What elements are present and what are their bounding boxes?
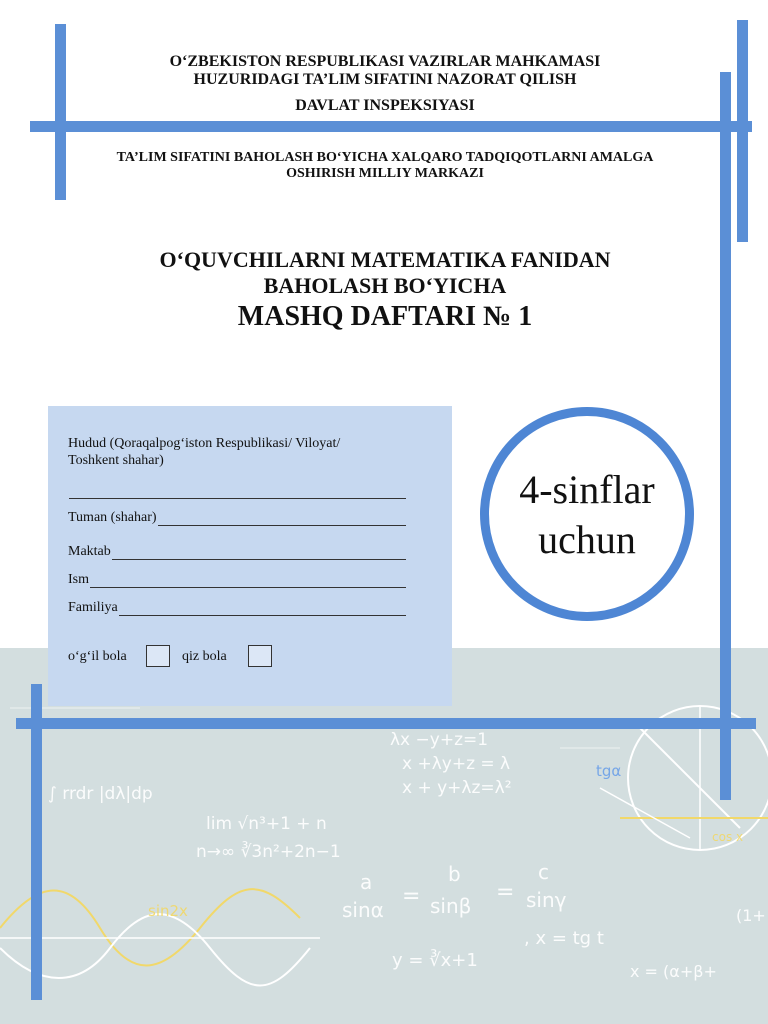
institution-line-3: DAVLAT INSPEKSIYASI bbox=[295, 96, 475, 114]
institution-line-2: HUZURIDAGI TA’LIM SIFATINI NAZORAT QILISH bbox=[193, 70, 577, 88]
district-field[interactable] bbox=[68, 510, 406, 526]
formula-sine-alpha: sinα bbox=[342, 898, 384, 922]
student-info-form bbox=[48, 406, 452, 706]
formula-equals-1: = bbox=[402, 884, 421, 909]
institution-header bbox=[60, 53, 710, 115]
grade-badge-line-2: uchun bbox=[538, 517, 636, 562]
formula-equals-2: = bbox=[496, 880, 515, 905]
girl-label: qiz bola bbox=[182, 649, 227, 664]
district-label: Tuman (shahar) bbox=[68, 510, 157, 525]
formula-integral: ∫ rrdr |dλ|dp bbox=[48, 784, 153, 804]
surname-field[interactable] bbox=[68, 600, 406, 616]
formula-sine-c: c bbox=[538, 860, 549, 884]
girl-checkbox[interactable] bbox=[248, 645, 272, 667]
formula-cosx: cos x bbox=[712, 830, 744, 844]
center-line-2: OSHIRISH MILLIY MARKAZI bbox=[286, 165, 484, 181]
formula-tg: , x = tg t bbox=[524, 928, 604, 949]
formula-sine-b: b bbox=[448, 862, 461, 886]
document-title bbox=[60, 247, 710, 333]
frame-bar-top-horizontal bbox=[30, 121, 752, 132]
region-label bbox=[68, 436, 340, 470]
frame-bar-top-right-vertical bbox=[737, 20, 748, 242]
title-line-2: BAHOLASH BO‘YICHA bbox=[263, 273, 507, 299]
formula-limit-bottom: n→∞ ∛3n²+2n−1 bbox=[196, 842, 341, 862]
region-field[interactable] bbox=[68, 484, 406, 499]
frame-bar-right-vertical bbox=[720, 72, 731, 800]
school-label: Maktab bbox=[68, 544, 111, 559]
formula-tga: tgα bbox=[596, 762, 622, 780]
grade-badge-line-1: 4-sinflar bbox=[519, 467, 655, 512]
boy-label: o‘g‘il bola bbox=[68, 649, 127, 664]
formula-limit-top: lim √n³+1 + n bbox=[206, 814, 327, 834]
school-field[interactable] bbox=[68, 544, 406, 560]
formula-sine-gamma: sinγ bbox=[526, 888, 567, 912]
formula-cuberoot: y = ∛x+1 bbox=[392, 950, 478, 971]
formula-alpha-beta: x = (α+β+ bbox=[630, 962, 717, 981]
region-label-line-2: Toshkent shahar) bbox=[68, 452, 164, 468]
frame-bar-bottom-horizontal bbox=[16, 718, 756, 729]
title-line-3: MASHQ DAFTARI № 1 bbox=[237, 300, 533, 332]
grade-badge bbox=[480, 407, 694, 621]
frame-bar-bottom-left-vertical bbox=[31, 684, 42, 1000]
boy-checkbox[interactable] bbox=[146, 645, 170, 667]
formula-sin2x: sin2x bbox=[148, 902, 188, 920]
formula-paren: (1+ bbox=[736, 906, 766, 925]
surname-label: Familiya bbox=[68, 600, 118, 615]
formula-system-1: λx −y+z=1 bbox=[390, 730, 489, 750]
formula-sine-a: a bbox=[360, 870, 373, 894]
institution-line-1: O‘ZBEKISTON RESPUBLIKASI VAZIRLAR MAHKAMASI bbox=[169, 53, 601, 70]
center-header bbox=[60, 150, 710, 181]
formula-system-3: x + y+λz=λ² bbox=[402, 778, 512, 798]
region-label-line-1: Hudud (Qoraqalpog‘iston Respublikasi/ Viloyat/ bbox=[68, 436, 341, 451]
name-field[interactable] bbox=[68, 572, 406, 588]
title-line-1: O‘QUVCHILARNI MATEMATIKA FANIDAN bbox=[159, 247, 611, 272]
center-line-1: TA’LIM SIFATINI BAHOLASH BO‘YICHA XALQARO TADQIQOTLARNI AMALGA bbox=[116, 150, 654, 165]
formula-sine-beta: sinβ bbox=[430, 894, 472, 918]
name-label: Ism bbox=[68, 572, 89, 587]
formula-system-2: x +λy+z = λ bbox=[402, 754, 511, 774]
